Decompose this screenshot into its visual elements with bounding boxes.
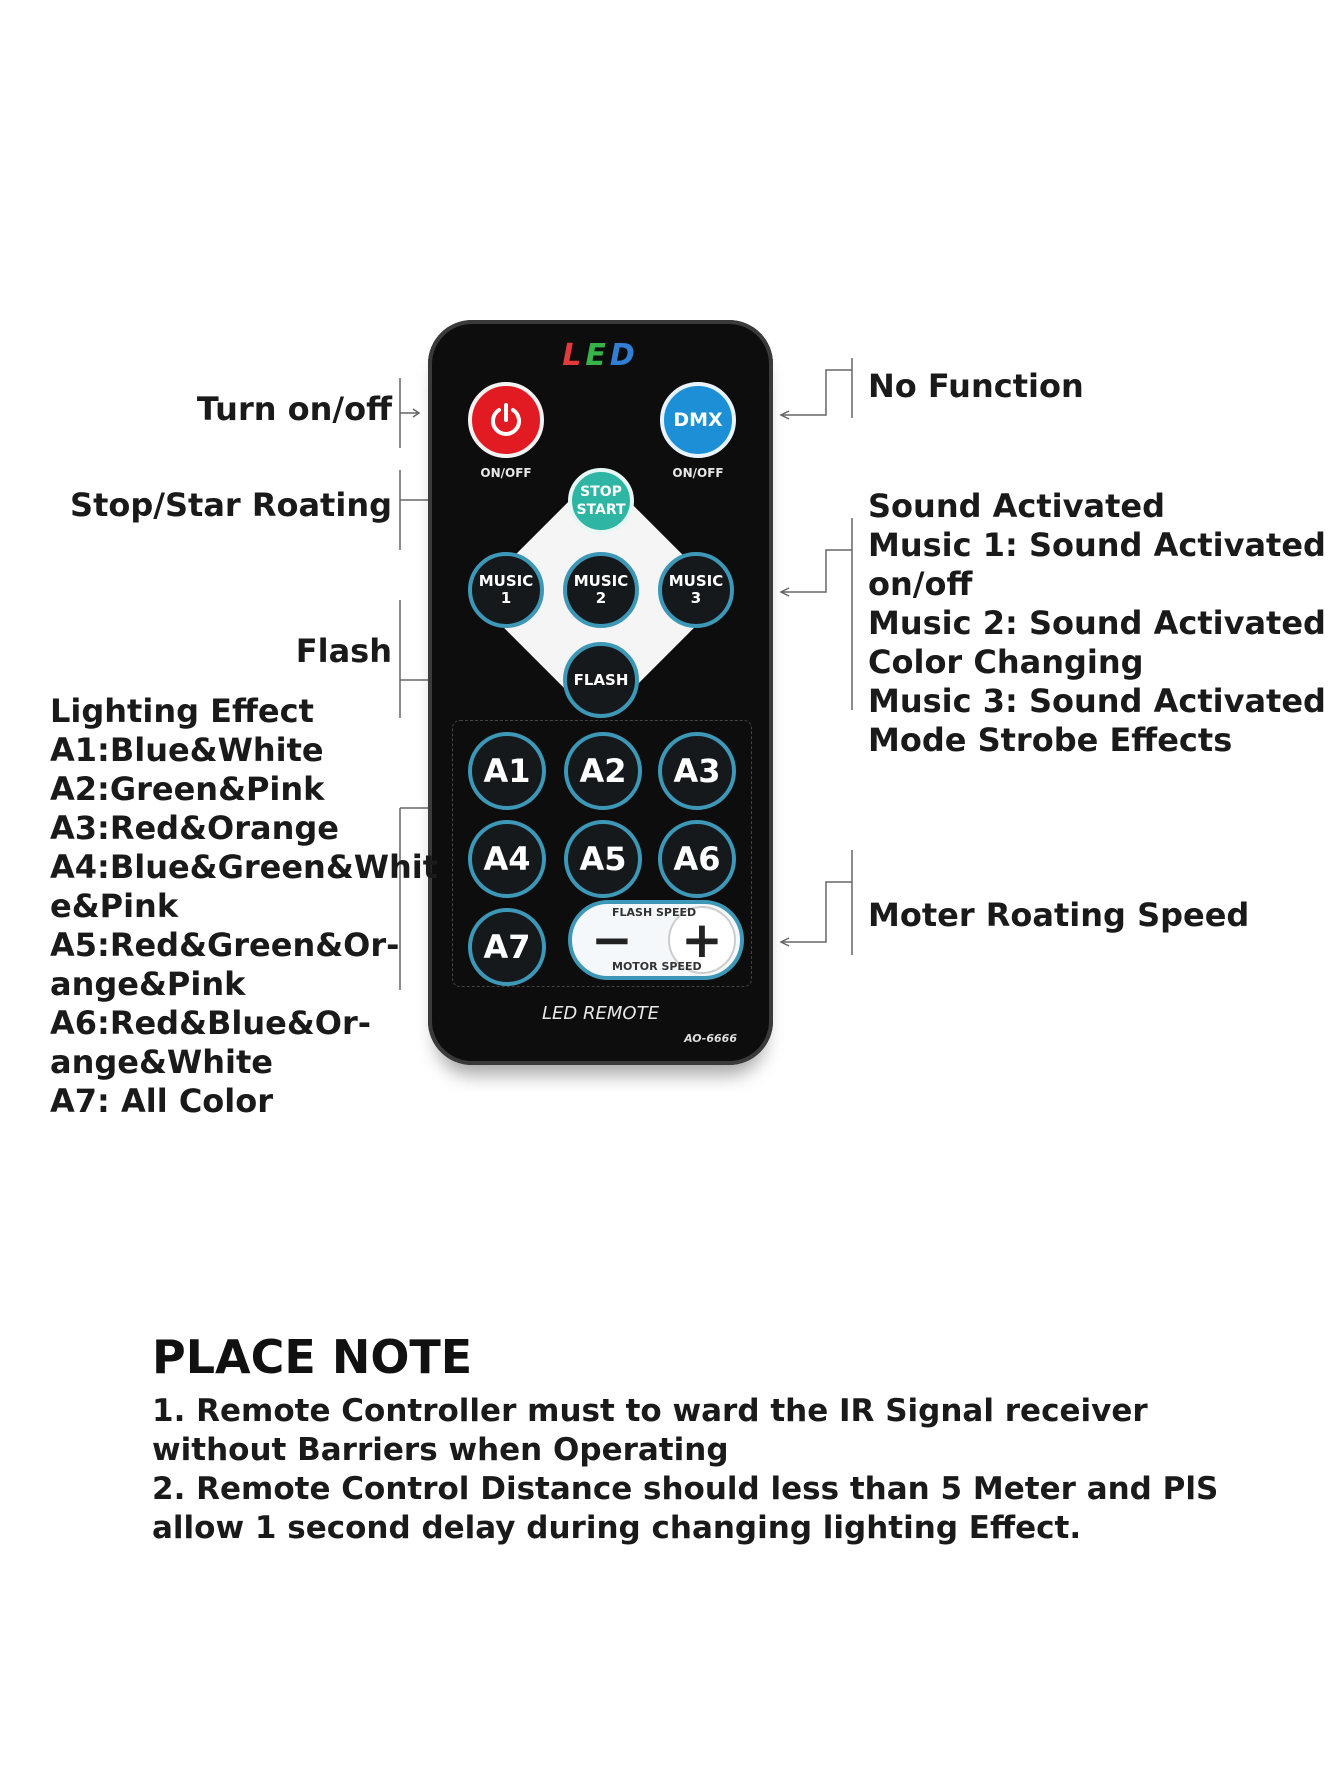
flash-label: Flash bbox=[295, 632, 392, 670]
music-1-button[interactable] bbox=[468, 552, 544, 628]
start-label: START bbox=[576, 502, 626, 518]
brand-letter-e: E bbox=[585, 338, 610, 373]
dmx-sub-label: ON/OFF bbox=[672, 466, 724, 480]
speed-control bbox=[568, 900, 744, 980]
a1-button[interactable]: A1 bbox=[468, 732, 546, 810]
a5-button[interactable]: A5 bbox=[564, 820, 642, 898]
a3-button[interactable]: A3 bbox=[658, 732, 736, 810]
music-3-num: 3 bbox=[690, 589, 702, 607]
a7-button[interactable]: A7 bbox=[468, 908, 546, 986]
music-1-num: 1 bbox=[500, 589, 512, 607]
lighting-effect-line: A2:Green&Pink bbox=[50, 770, 325, 808]
dmx-button[interactable]: DMX bbox=[660, 382, 736, 458]
lighting-effect-line: A6:Red&Blue&Or- bbox=[50, 1004, 371, 1042]
music-2-num: 2 bbox=[595, 589, 607, 607]
sound-activated-line: Music 3: Sound Activated bbox=[868, 682, 1326, 720]
power-sub-label: ON/OFF bbox=[480, 466, 532, 480]
lighting-effect-title: Lighting Effect bbox=[50, 692, 314, 730]
a4-button[interactable]: A4 bbox=[468, 820, 546, 898]
lighting-effect-line: A4:Blue&Green&Whit bbox=[50, 848, 439, 886]
note-line: 2. Remote Control Distance should less than 5 Meter and PlS bbox=[152, 1471, 1219, 1507]
note-line: without Barriers when Operating bbox=[152, 1432, 729, 1468]
brand-letter-d: D bbox=[609, 338, 639, 373]
motor-speed-callout-label: Moter Roating Speed bbox=[868, 896, 1250, 934]
flash-button[interactable]: FLASH bbox=[563, 642, 639, 718]
plus-button[interactable]: + bbox=[668, 906, 736, 974]
a2-button[interactable]: A2 bbox=[564, 732, 642, 810]
note-line: allow 1 second delay during changing lighting Effect. bbox=[152, 1510, 1082, 1546]
music-3-button[interactable] bbox=[658, 552, 734, 628]
sound-activated-line: Mode Strobe Effects bbox=[868, 721, 1233, 759]
note-title: PLACE NOTE bbox=[152, 1330, 473, 1384]
sound-activated-line: Sound Activated bbox=[868, 487, 1165, 525]
stop-start-button[interactable] bbox=[568, 468, 634, 534]
power-icon bbox=[487, 401, 525, 439]
remote-control bbox=[428, 320, 773, 1065]
motor-speed-label: MOTOR SPEED bbox=[612, 960, 702, 973]
lighting-effect-line: A7: All Color bbox=[50, 1082, 274, 1120]
music-1-label: MUSIC bbox=[478, 572, 534, 590]
stop-label: STOP bbox=[580, 484, 622, 500]
minus-button[interactable]: − bbox=[591, 911, 633, 969]
brand-logo bbox=[428, 338, 773, 373]
lighting-effect-list bbox=[50, 692, 438, 1121]
lighting-effect-line: e&Pink bbox=[50, 887, 179, 925]
power-button[interactable] bbox=[468, 382, 544, 458]
sound-activated-line: Music 2: Sound Activated bbox=[868, 604, 1326, 642]
music-3-label: MUSIC bbox=[668, 572, 724, 590]
lighting-effect-line: ange&White bbox=[50, 1043, 273, 1081]
music-2-button[interactable] bbox=[563, 552, 639, 628]
sound-activated-line: on/off bbox=[868, 565, 973, 603]
remote-footer: LED REMOTE bbox=[542, 1003, 659, 1024]
sound-activated-line: Color Changing bbox=[868, 643, 1144, 681]
brand-letter-l: L bbox=[562, 338, 586, 373]
sound-activated-line: Music 1: Sound Activated bbox=[868, 526, 1326, 564]
no-function-label: No Function bbox=[868, 367, 1084, 405]
a6-button[interactable]: A6 bbox=[658, 820, 736, 898]
stop-star-label: Stop/Star Roating bbox=[70, 486, 392, 524]
lighting-effect-line: ange&Pink bbox=[50, 965, 246, 1003]
model-number: AO-6666 bbox=[684, 1032, 737, 1045]
lighting-effect-line: A5:Red&Green&Or- bbox=[50, 926, 400, 964]
lighting-effect-line: A1:Blue&White bbox=[50, 731, 324, 769]
lighting-effect-line: A3:Red&Orange bbox=[50, 809, 339, 847]
music-2-label: MUSIC bbox=[573, 572, 629, 590]
sound-activated-list bbox=[868, 487, 1326, 760]
flash-speed-label: FLASH SPEED bbox=[612, 906, 697, 919]
note-line: 1. Remote Controller must to ward the IR Signal receiver bbox=[152, 1393, 1148, 1429]
turn-on-off-label: Turn on/off bbox=[196, 390, 392, 428]
